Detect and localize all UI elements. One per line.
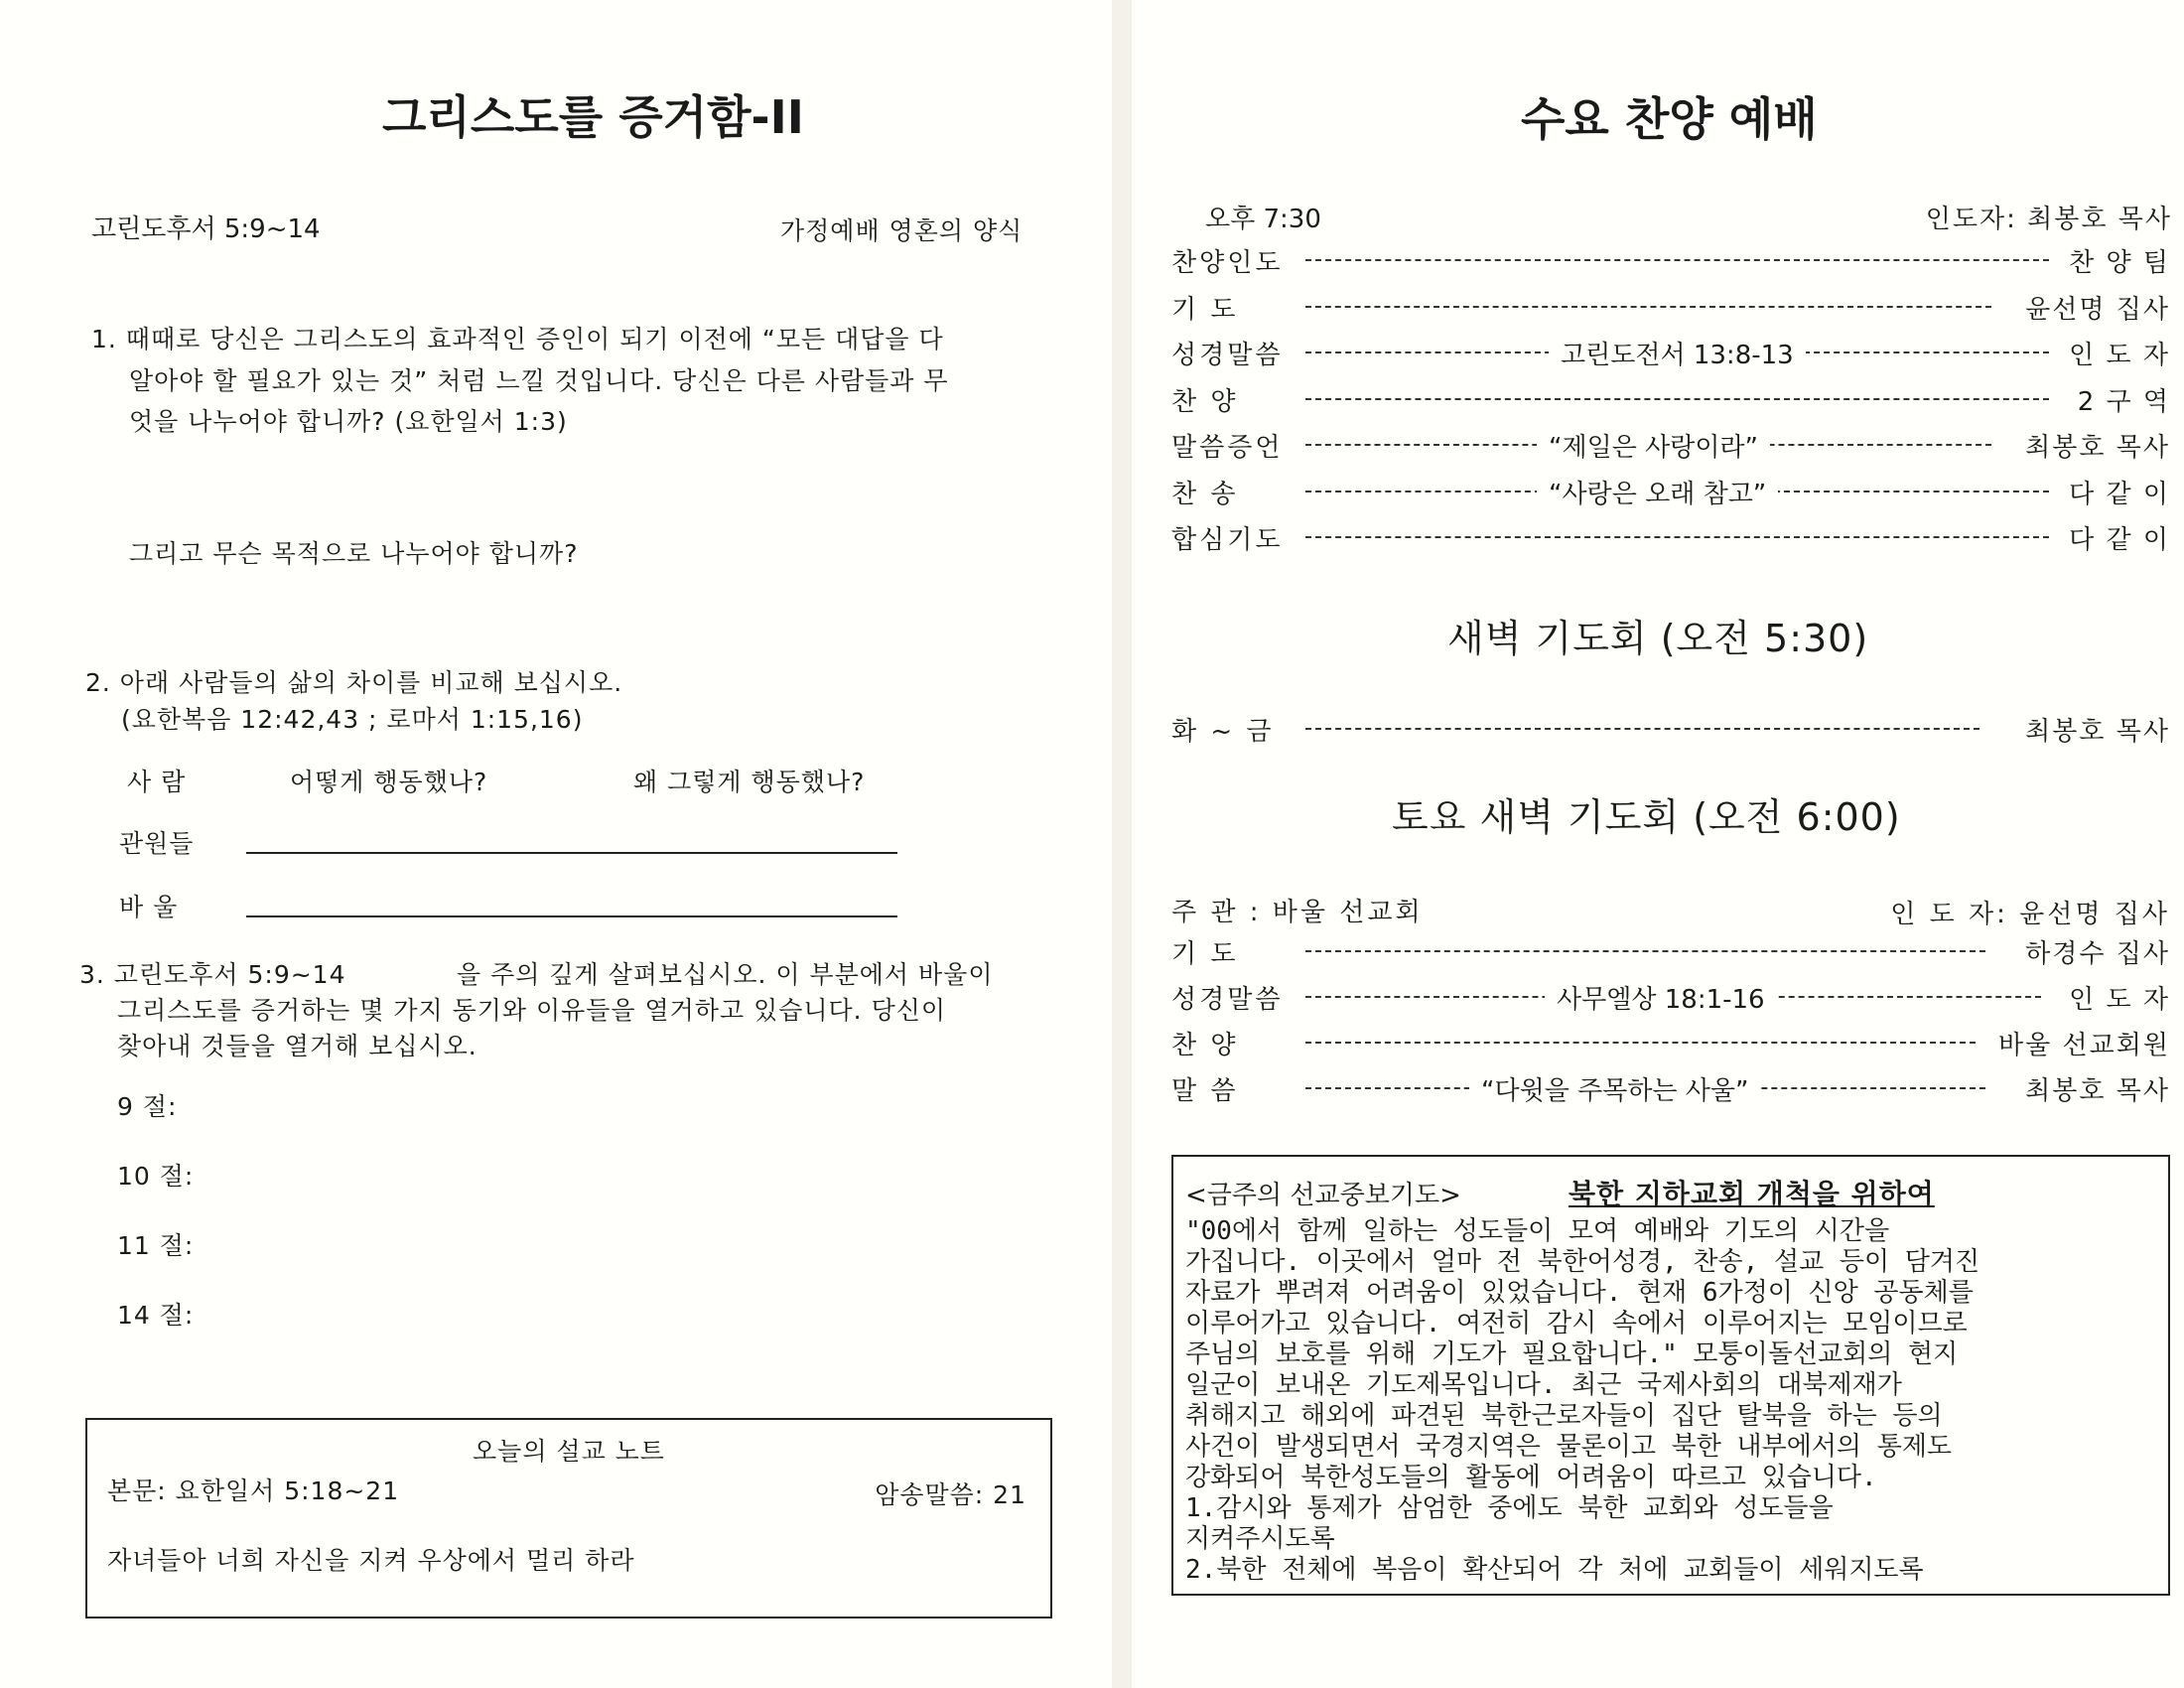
series-label: 가정예배 영혼의 양식 <box>780 216 1024 245</box>
saturday-item: 사무엘상 18:1-16 <box>1545 979 1777 1016</box>
sermon-note-box <box>85 1418 1052 1618</box>
verse-10-label: 10 절: <box>117 1162 195 1191</box>
row-label-paul: 바 울 <box>119 893 179 921</box>
question-3-line-1a: 3. 고린도후서 5:9~14 <box>79 960 346 989</box>
verse-9-label: 9 절: <box>117 1092 178 1121</box>
saturday-row <box>1171 1025 2170 1058</box>
mission-line: 주님의 보호를 위해 기도가 필요합니다." 모퉁이돌선교회의 현지 <box>1185 1339 1959 1369</box>
question-2-line-1: 2. 아래 사람들의 삶의 차이를 비교해 보십시오. <box>85 668 623 697</box>
mission-line: 1.감시와 통제가 삼엄한 중에도 북한 교회와 성도들을 <box>1185 1493 1834 1523</box>
wednesday-role: 찬 양 팀 <box>2069 248 2170 278</box>
saturday-label: 말 씀 <box>1171 1076 1239 1106</box>
memory-verse-text: 자녀들아 너희 자신을 지켜 우상에서 멀리 하라 <box>107 1546 635 1575</box>
saturday-label: 성경말씀 <box>1171 985 1284 1015</box>
mission-line: "00에서 함께 일하는 성도들이 모여 예배와 기도의 시간을 <box>1185 1216 1890 1246</box>
service-leader: 인도자: 최봉호 목사 <box>1925 205 2172 234</box>
wednesday-row <box>1171 474 2170 507</box>
right-page <box>1132 0 2184 1688</box>
wednesday-row <box>1171 242 2170 276</box>
wednesday-row <box>1171 427 2170 461</box>
answer-line-paul[interactable] <box>246 915 897 917</box>
mission-line: 일군이 보내온 기도제목입니다. 최근 국제사회의 대북제재가 <box>1185 1370 1902 1400</box>
mission-line: 지켜주시도록 <box>1185 1524 1335 1554</box>
wednesday-row <box>1171 381 2170 415</box>
scripture-reference: 고린도후서 5:9~14 <box>91 214 321 244</box>
wednesday-label: 찬 양 <box>1171 386 1239 417</box>
column-header-person: 사 람 <box>127 768 187 796</box>
wednesday-item: “사랑은 오래 참고” <box>1537 474 1778 510</box>
wednesday-role: 다 같 이 <box>2069 525 2170 555</box>
dash-leader <box>1305 259 2049 261</box>
wednesday-item: “제일은 사랑이라” <box>1537 427 1770 464</box>
saturday-leader: 인 도 자: 윤선명 집사 <box>1890 900 2170 929</box>
mission-tag: <금주의 선교중보기도> <box>1185 1181 1461 1210</box>
question-3-line-3: 찾아내 것들을 열거해 보십시오. <box>117 1032 478 1060</box>
question-2-line-2: (요한복음 12:42,43 ; 로마서 1:15,16) <box>121 705 584 734</box>
wednesday-row <box>1171 519 2170 553</box>
wednesday-role: 2 구 역 <box>2077 386 2170 417</box>
dawn-prayer-leader: 최봉호 목사 <box>2025 717 2170 747</box>
dash-leader <box>1305 306 1991 308</box>
wednesday-label: 기 도 <box>1171 294 1239 325</box>
mission-line: 자료가 뿌려져 어려움이 있었습니다. 현재 6가정이 신앙 공동체를 <box>1185 1278 1974 1308</box>
dash-leader <box>1305 398 2049 400</box>
dawn-prayer-title: 새벽 기도회 (오전 5:30) <box>1447 617 1869 660</box>
wednesday-role: 윤선명 집사 <box>2025 294 2170 325</box>
page-title-right: 수요 찬양 예배 <box>1521 92 1818 146</box>
question-3-line-1b: 을 주의 깊게 살펴보십시오. 이 부분에서 바울이 <box>457 960 994 989</box>
mission-prayer-box <box>1171 1155 2170 1596</box>
wednesday-label: 찬양인도 <box>1171 248 1284 278</box>
saturday-item: “다윗을 주목하는 사울” <box>1469 1070 1761 1107</box>
wednesday-role: 최봉호 목사 <box>2025 433 2170 463</box>
wednesday-label: 합심기도 <box>1171 525 1284 555</box>
dash-leader <box>1305 728 1979 730</box>
dash-leader <box>1305 536 2049 538</box>
question-1-followup: 그리고 무슨 목적으로 나누어야 합니까? <box>129 539 579 568</box>
memory-verse-label: 암송말씀: 21 <box>875 1480 1026 1509</box>
question-1-line-3: 엇을 나누어야 합니까? (요한일서 1:3) <box>129 407 568 436</box>
saturday-role: 바울 선교회원 <box>1998 1031 2170 1060</box>
verse-14-label: 14 절: <box>117 1301 195 1330</box>
wednesday-label: 찬 송 <box>1171 479 1239 509</box>
mission-line: 가집니다. 이곳에서 얼마 전 북한어성경, 찬송, 설교 등이 담겨진 <box>1185 1247 1980 1277</box>
mission-heading: 북한 지하교회 개척을 위하여 <box>1569 1178 1935 1210</box>
wednesday-label: 말씀증언 <box>1171 433 1284 463</box>
sermon-note-title: 오늘의 설교 노트 <box>473 1437 665 1466</box>
saturday-prayer-title: 토요 새벽 기도회 (오전 6:00) <box>1392 795 1901 839</box>
answer-line-officials[interactable] <box>246 852 897 854</box>
service-time: 오후 7:30 <box>1205 205 1321 234</box>
wednesday-role: 인 도 자 <box>2069 341 2170 370</box>
mission-line: 사건이 발생되면서 국경지역은 물론이고 북한 내부에서의 통제도 <box>1185 1432 1953 1462</box>
saturday-role: 최봉호 목사 <box>2025 1076 2170 1106</box>
dawn-prayer-days: 화 ~ 금 <box>1171 717 1275 747</box>
saturday-label: 찬 양 <box>1171 1031 1239 1060</box>
wednesday-row <box>1171 289 2170 323</box>
wednesday-row <box>1171 335 2170 368</box>
saturday-label: 기 도 <box>1171 939 1239 969</box>
page-title-left: 그리스도를 증거함-II <box>382 90 804 144</box>
wednesday-label: 성경말씀 <box>1171 341 1284 370</box>
mission-line: 취해지고 해외에 파견된 북한근로자들이 집단 탈북을 하는 등의 <box>1185 1401 1943 1431</box>
dash-leader <box>1305 1042 1976 1044</box>
wednesday-item: 고린도전서 13:8-13 <box>1549 335 1806 371</box>
saturday-row <box>1171 1070 2170 1104</box>
question-3-line-2: 그리스도를 증거하는 몇 가지 동기와 이유들을 열거하고 있습니다. 당신이 <box>117 996 947 1025</box>
row-label-officials: 관원들 <box>119 829 195 858</box>
saturday-role: 하경수 집사 <box>2025 939 2170 969</box>
wednesday-role: 다 같 이 <box>2069 479 2170 509</box>
question-1-line-2: 알아야 할 필요가 있는 것” 처럼 느낄 것입니다. 당신은 다른 사람들과 무 <box>129 366 949 395</box>
saturday-host: 주 관 : 바울 선교회 <box>1171 898 1424 927</box>
mission-line: 강화되어 북한성도들의 활동에 어려움이 따르고 있습니다. <box>1185 1463 1877 1492</box>
question-1-line-1: 1. 때때로 당신은 그리스도의 효과적인 증인이 되기 이전에 “모든 대답을 다 <box>91 325 944 353</box>
column-header-how: 어떻게 행동했나? <box>290 768 488 796</box>
saturday-role: 인 도 자 <box>2069 985 2170 1015</box>
mission-line: 이루어가고 있습니다. 여전히 감시 속에서 이루어지는 모임이므로 <box>1185 1309 1968 1338</box>
mission-body <box>1185 1216 2154 1586</box>
verse-11-label: 11 절: <box>117 1231 195 1260</box>
dash-leader <box>1305 950 1985 952</box>
dawn-prayer-row <box>1171 711 2170 745</box>
page-gutter <box>1112 0 1132 1688</box>
column-header-why: 왜 그렇게 행동했나? <box>633 768 866 796</box>
saturday-row <box>1171 933 2170 967</box>
sermon-text-reference: 본문: 요한일서 5:18~21 <box>107 1477 400 1505</box>
mission-line: 2.북한 전체에 복음이 확산되어 각 처에 교회들이 세워지도록 <box>1185 1555 1924 1585</box>
saturday-row <box>1171 979 2170 1013</box>
